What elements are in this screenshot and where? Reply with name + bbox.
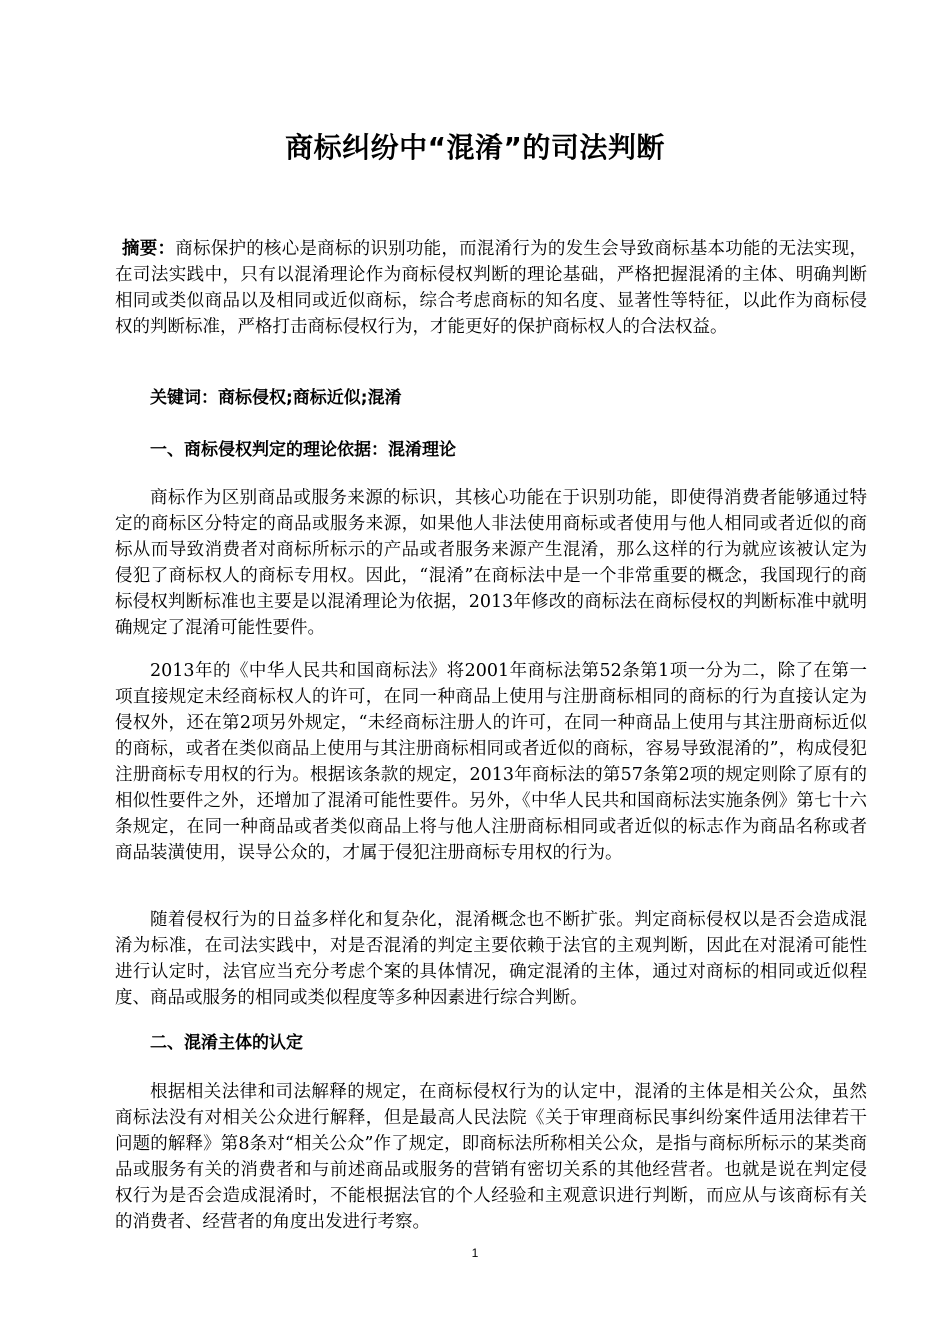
abstract-label: 摘要：: [122, 239, 176, 259]
abstract-paragraph: [115, 236, 867, 340]
section-1-paragraph-3: 随着侵权行为的日益多样化和复杂化，混淆概念也不断扩张。判定商标侵权以是否会造成混淆为标准，在司法实践中，对是否混淆的判定主要依赖于法官的主观判断，因此在对混淆可能性进行认定时，法官应当充分考虑个案的具体情况，确定混淆的主体，通过对商标的相同或近似程度、商品或服务的相同或类似程度等多种因素进行综合判断。: [115, 910, 867, 1008]
section-1-paragraph-1: 商标作为区别商品或服务来源的标识，其核心功能在于识别功能，即使得消费者能够通过特定的商标区分特定的商品或服务来源，如果他人非法使用商标或者使用与他人相同或者近似的商标从而导致消费者对商标所标示的产品或者服务来源产生混淆，那么这样的行为就应该被认定为侵犯了商标权人的商标专用权。因此，“混淆”在商标法中是一个非常重要的概念，我国现行的商标侵权判断标准也主要是以混淆理论为依据，2013年修改的商标法在商标侵权的判断标准中就明确规定了混淆可能性要件。: [115, 488, 867, 638]
keywords-line: 关键词：商标侵权;商标近似;混淆: [150, 388, 402, 408]
document-title: 商标纠纷中“混淆”的司法判断: [285, 131, 665, 164]
section-2-paragraph-1: 根据相关法律和司法解释的规定，在商标侵权行为的认定中，混淆的主体是相关公众，虽然商标法没有对相关公众进行解释，但是最高人民法院《关于审理商标民事纠纷案件适用法律若干问题的解释》第8条对“相关公众”作了规定，即商标法所称相关公众，是指与商标所标示的某类商品或服务有关的消费者和与前述商品或服务的营销有密切关系的其他经营者。也就是说在判定侵权行为是否会造成混淆时，不能根据法官的个人经验和主观意识进行判断，而应从与该商标有关的消费者、经营者的角度出发进行考察。: [115, 1082, 867, 1232]
page-number: 1: [471, 1246, 479, 1260]
section-2-heading: 二、混淆主体的认定: [150, 1033, 303, 1053]
abstract-text: 商标保护的核心是商标的识别功能，而混淆行为的发生会导致商标基本功能的无法实现，在司法实践中，只有以混淆理论作为商标侵权判断的理论基础，严格把握混淆的主体、明确判断相同或类似商品以及相同或近似商标，综合考虑商标的知名度、显著性等特征，以此作为商标侵权的判断标准，严格打击商标侵权行为，才能更好的保护商标权人的合法权益。: [115, 239, 867, 337]
section-1-paragraph-2: 2013年的《中华人民共和国商标法》将2001年商标法第52条第1项一分为二，除了在第一项直接规定未经商标权人的许可，在同一种商品上使用与注册商标相同的商标的行为直接认定为侵权外，还在第2项另外规定，“未经商标注册人的许可，在同一种商品上使用与其注册商标近似的商标，或者在类似商品上使用与其注册商标相同或者近似的商标，容易导致混淆的”，构成侵犯注册商标专用权的行为。根据该条款的规定，2013年商标法的第57条第2项的规定则除了原有的相似性要件之外，还增加了混淆可能性要件。另外，《中华人民共和国商标法实施条例》第七十六条规定，在同一种商品或者类似商品上将与他人注册商标相同或者近似的标志作为商品名称或者商品装潢使用，误导公众的，才属于侵犯注册商标专用权的行为。: [115, 661, 867, 863]
section-1-heading: 一、商标侵权判定的理论依据：混淆理论: [150, 440, 456, 460]
